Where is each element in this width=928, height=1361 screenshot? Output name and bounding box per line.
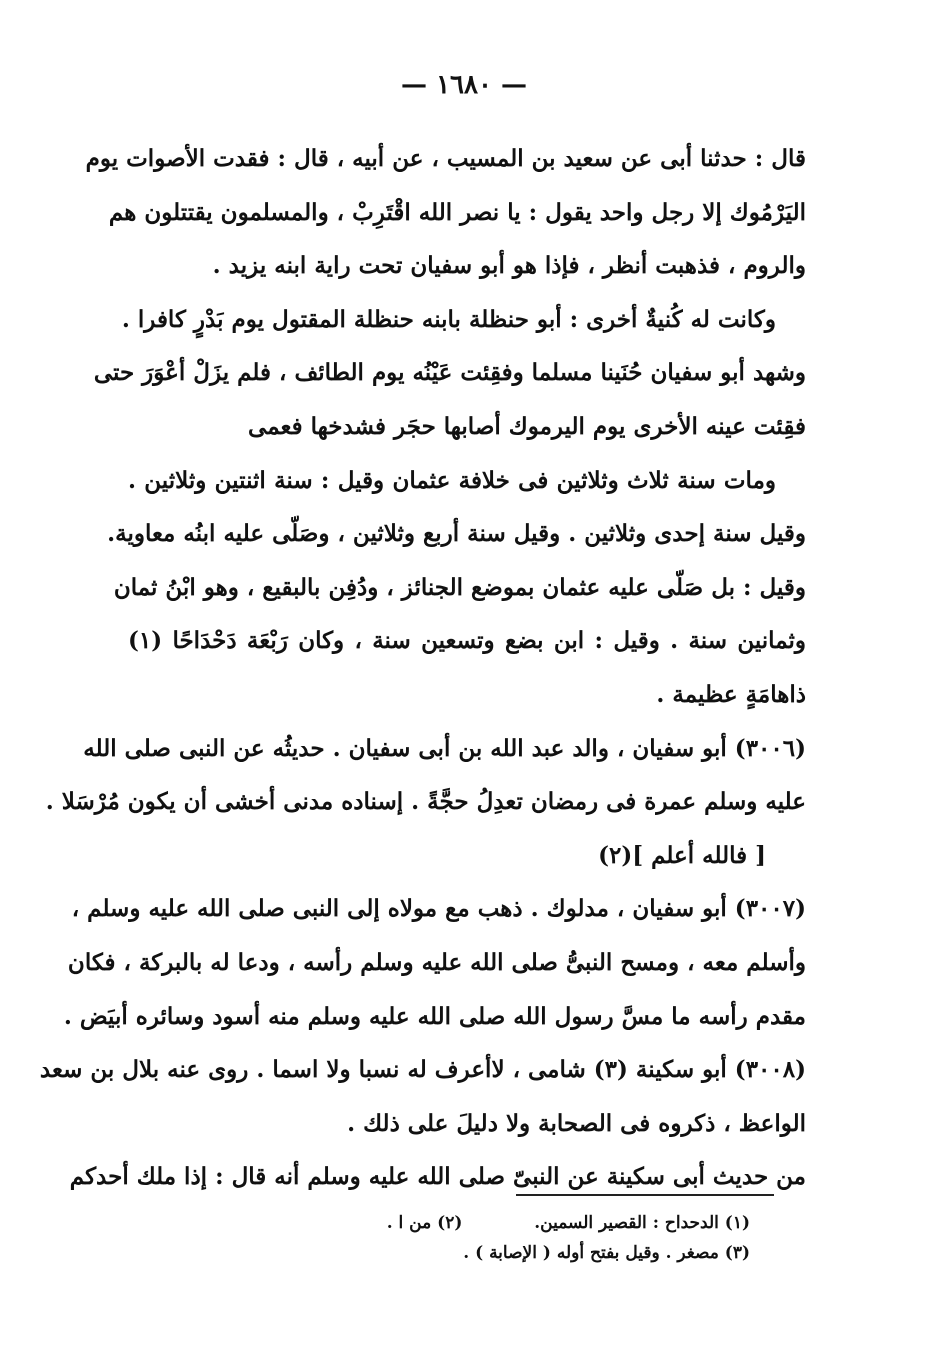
text-line: الواعظ ، ذكروه فى الصحابة ولا دليلَ على ذلك . <box>347 1109 806 1137</box>
body-text <box>39 132 806 1204</box>
text-line: وكانت له كُنيةٌ أخرى : أبو حنظلة بابنه حنظلة المقتول يوم بَدْرٍ كافرا . <box>121 305 776 333</box>
text-line: وأسلم معه ، ومسح النبىُّ صلى الله عليه وسلم رأسه ، ودعا له بالبركة ، فكان <box>67 948 806 976</box>
footnote-divider <box>516 1194 774 1196</box>
entry-3007-line: (٣٠٠٧) أبو سفيان ، مدلوك . ذهب مع مولاه إلى النبى صلى الله عليه وسلم ، <box>71 895 806 923</box>
text-line: وقيل سنة إحدى وثلاثين . وقيل سنة أربع وثلاثين ، وصَلّى عليه ابنُه معاوية. <box>107 520 806 548</box>
entry-3008-line: (٣٠٠٨) أبو سكينة (٣) شامى ، لاأعرف له نسبا ولا اسما . روى عنه بلال بن سعد <box>39 1056 806 1084</box>
footnote-3: (٣) مصغر . وقيل بفتح أوله ( الإصابة ) . <box>463 1243 750 1263</box>
text-line: وشهد أبو سفيان حُنَينا مسلما وفقِئت عَيْنُه يوم الطائف ، فلم يزَلْ أعْوَرَ حتى <box>93 359 806 387</box>
text-line: [ فالله أعلم ](٢) <box>598 841 766 869</box>
text-line: ومات سنة ثلاث وثلاثين فى خلافة عثمان وقيل : سنة اثنتين وثلاثين . <box>128 466 776 494</box>
text-line: وثمانين سنة . وقيل : ابن بضع وتسعين سنة ، وكان رَبْعَة دَحْدَاحًا (١) <box>128 627 806 655</box>
text-line: مقدم رأسه ما مسَّ رسول الله صلى الله عليه وسلم منه أسود وسائره أبيَض . <box>63 1002 806 1030</box>
entry-3006-line: (٣٠٠٦) أبو سفيان ، والد عبد الله بن أبى سفيان . حديثُه عن النبى صلى الله <box>83 734 806 762</box>
text-line: ذاهامَةٍ عظيمة . <box>656 680 806 708</box>
text-line: عليه وسلم عمرة فى رمضان تعدِلُ حجَّةً . إسناده مدنى أخشى أن يكون مُرْسَلا . <box>45 788 806 816</box>
text-line: قال : حدثنا أبى عن سعيد بن المسيب ، عن أبيه ، قال : فقدت الأصوات يوم <box>85 145 806 172</box>
text-line: اليَرْمُوك إلا رجل واحد يقول : يا نصر الله اقْتَرِبْ ، والمسلمون يقتتلون هم <box>108 198 806 226</box>
text-line: وقيل : بل صَلّى عليه عثمان بموضع الجنائز ، ودُفِن بالبقيع ، وهو ابْنُ ثمان <box>113 573 806 601</box>
text-line: والروم ، فذهبت أنظر ، فإذا هو أبو سفيان تحت راية ابنه يزيد . <box>212 252 806 280</box>
page-number: — ١٦٨٠ — <box>401 70 527 100</box>
footnotes <box>280 1208 750 1268</box>
footnote-1: (١) الدحداح : القصير السمين. <box>534 1213 750 1233</box>
text-line: من حديث أبى سكينة عن النبىّ صلى الله عليه وسلم أنه قال : إذا ملك أحدكم <box>69 1163 806 1191</box>
text-line: فقِئت عينه الأخرى يوم اليرموك أصابها حجَر فشدخها فعمى <box>248 412 806 440</box>
footnote-2: (٢) من ا . <box>386 1213 463 1233</box>
footnote-row <box>280 1238 750 1268</box>
footnote-row <box>280 1208 750 1238</box>
